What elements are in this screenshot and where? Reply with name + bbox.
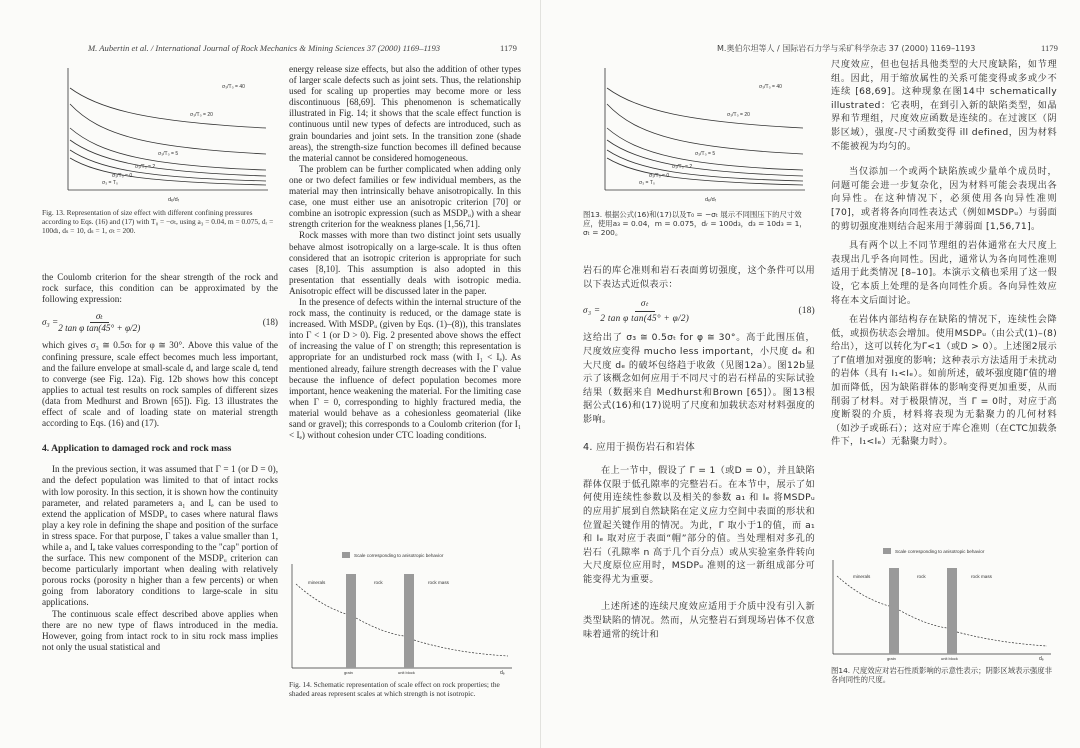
paragraph: The problem can be further complicated when adding only one or two defect families or few individual members, as the material may then intrinsically behave anisotropically. In this case, one must either use an anisotropic criterion [70] or combine an isotropic expression (such as MSDPᵤ) with a shear strength criterion for the weakness planes [1,56,71]. <box>289 163 521 230</box>
paragraph: The continuous scale effect described above applies when there are no new type of flaws introduced in the media. However, going from intact rock to in situ rock mass implies not only the usual statistical and <box>42 608 278 652</box>
curve-label: σ₃/T₀ = 40 <box>759 84 782 90</box>
curve-label: σ₃/T₀ = 0 <box>112 173 133 179</box>
figure-14-caption: Fig. 14. Schematic representation of scale effect on rock properties; the shaded areas represent scales at which strength is not isotropic. <box>289 680 500 698</box>
curve-label: σ₃ = T₀ <box>102 180 118 186</box>
page-number: 1179 <box>500 43 517 53</box>
right-column-2 <box>831 58 1057 449</box>
bottom-label: grain <box>887 656 896 661</box>
equation-18 <box>583 297 815 325</box>
x-axis-label: dₑ <box>1039 656 1044 662</box>
left-column-2 <box>289 64 521 441</box>
x-axis-label: dₑ/dᵣ <box>168 197 180 203</box>
zone-label: minerals <box>308 580 326 585</box>
paragraph: 当仅添加一个或两个缺陷族或少量单个成员时，问题可能会进一步复杂化，因为材料可能会表现出各向异性。在这种情况下，必须使用各向异性准则 [70]，或者将各向同性表达式（例如MSDPᵤ）与弱面的剪切强度准则结合起来用于薄弱面 [1,56,71]。 <box>831 166 1057 232</box>
curve-label: σ₃/T₀ = 40 <box>222 84 245 90</box>
paragraph: In the previous section, it was assumed that Γ = 1 (or D = 0), and the defect population was limited to that of intact rocks with low porosity. In this section, it is shown how the continuity parameter, and related parameters a₁ and Iₑ can be used to extend the application of MSDPᵤ to cases where natural flaws play a key role in defining the shape and position of the surface in stress space. For that purpose, Γ takes a value smaller than 1, while a₁ and Iₑ take values corresponding to the "cap" portion of the surface. This new component of the MSDPᵤ criterion can become particularly important when dealing with relatively porous rocks (porosity n higher than a few percents) or when going from laboratory conditions to large-scale in situ applications. <box>42 464 278 608</box>
section-heading: 4. Application to damaged rock and rock mass <box>42 443 232 455</box>
bottom-label: grain <box>344 670 353 675</box>
eq-lhs: σ₃ = <box>42 317 59 328</box>
legend-text: Scale corresponding to anisotropic behavior <box>354 553 444 558</box>
eq-fraction <box>58 311 140 334</box>
eq-denominator: 2 tan φ tan(45° + φ/2) <box>58 323 141 334</box>
bottom-label: unit block <box>941 656 958 661</box>
right-column-1 <box>583 264 815 641</box>
running-head: M.奥伯尔坦等人 / 国际岩石力学与采矿科学杂志 37 (2000) 1169–1193 <box>717 44 976 53</box>
curve-label: σ₃/T₀ = 20 <box>727 112 750 118</box>
figure-13 <box>579 58 811 203</box>
figure-14-plot <box>827 540 1059 662</box>
paragraph: In the presence of defects within the internal structure of the rock mass, the continuity is reduced, or the damage state is increased. With MSDPᵤ (given by Eqs. (1)–(8)), this translates into Γ < 1 (or D > 0). Fig. 2 presented above shows the effect of increasing the value of Γ on strength; this representation is appropriate for an undisturbed rock mass (with I₁ < Iₑ). As mentioned already, failure strength decreases with the Γ value because the influence of defect population becomes more important, hence weakening the material. For the limiting case when Γ = 0, corresponding to highly fractured media, the material would behave as a cohesionless geomaterial (like sand or gravel); this corresponds to a Coulomb criterion (for I₁ < Iₑ) without cohesion under CTC loading conditions. <box>289 296 521 441</box>
paragraph: 上述所述的连续尺度效应适用于介质中没有引入新类型缺陷的情况。然而，从完整岩石到现场岩体不仅意味着通常的统计和 <box>583 601 815 640</box>
running-head: M. Aubertin et al. / International Journal of Rock Mechanics & Mining Sciences 37 (2000) 1169–1193 <box>88 43 441 53</box>
curve-label: σ₃/T₀ = 0 <box>649 173 670 179</box>
eq-denominator: 2 tan φ tan(45° + φ/2) <box>600 312 690 323</box>
curve-label: σ₃/T₀ = 2 <box>672 164 693 170</box>
right-page <box>540 0 1080 748</box>
section-heading: 4. 应用于损伤岩石和岩体 <box>583 441 696 453</box>
paragraph: 岩石的库仑准则和岩石表面剪切强度，这个条件可以用以下表达式近似表示： <box>583 265 815 290</box>
left-column-1 <box>42 272 278 653</box>
figure-13-plot <box>40 58 275 203</box>
page-number: 1179 <box>1041 43 1058 53</box>
equation-18 <box>42 311 278 334</box>
eq-numerator: σₜ <box>90 311 109 323</box>
figure-14-plot <box>286 544 522 676</box>
eq-fraction <box>600 297 689 325</box>
paragraph: 在岩体内部结构存在缺陷的情况下，连续性会降低，或损伤状态会增加。使用MSDPᵤ（由公式(1)–(8)给出），这可以转化为Γ<1（或D > 0）。上述图2展示了Γ值增加对强度的影响；这种表示方法适用于未扰动的岩体（具有 I₁<Iₑ）。如前所述，破坏强度随Γ值的增加而降低，因为缺陷群体的影响变得更加重要，从而削弱了材料。对于极限情况，当 Γ = 0时，对应于高度断裂的介质，材料将表现为无黏聚力的几何材料（如沙子或砾石）；这对应于库仑准则（在CTC加载条件下，I₁<Iₑ）无黏聚力时）。 <box>831 314 1057 448</box>
figure-13-plot <box>579 58 811 203</box>
zone-label: rock mass <box>428 580 449 585</box>
figure-13-caption: 图13. 根据公式(16)和(17)以及T₀ = −σₜ 展示不同围压下的尺寸效应，使用a₃ = 0.04，m = 0.075，dᵣ = 100d₃，d₃ = 10d₃ = 1，σₜ = 200。 <box>583 210 807 237</box>
paragraph: 在上一节中，假设了 Γ = 1（或D = 0），并且缺陷群体仅限于低孔隙率的完整岩石。在本节中，展示了如何使用连续性参数以及相关的参数 a₁ 和 Iₑ 将MSDPᵤ 的应用扩展到自然缺陷在定义应力空间中表面的形状和位置起关键作用的情况。为此，Γ 取小于1的值，而 a₁和 Iₑ 取对应于表面“帽”部分的值。当处理相对多孔的岩石（孔隙率 n 高于几个百分点）或从实验室条件转向大尺度原位应用时，MSDPᵤ 准则的这一新组成部分可能变得尤为重要。 <box>583 465 815 585</box>
eq-lhs: σ₃ = <box>583 305 601 316</box>
x-axis-label: dₑ <box>500 670 505 676</box>
curve-label: σ₃ = T₀ <box>639 180 655 186</box>
bottom-label: unit block <box>398 670 415 675</box>
paragraph: the Coulomb criterion for the shear strength of the rock and rock surface, this condition can be approximated by the following expression: <box>42 272 278 305</box>
curve-label: σ₃/T₀ = 5 <box>158 151 179 157</box>
figure-14 <box>286 544 522 676</box>
zone-label: rock <box>917 574 926 579</box>
paragraph: Rock masses with more than two distinct joint sets usually behave almost isotropically on a large-scale. It is thus often considered that an isotropic criterion is appropriate for such cases [8,10]. This assumption is also adopted in this presentation that essentially deals with isotropic media. Anisotropic effect will be discussed later in the paper. <box>289 230 521 296</box>
paragraph: energy release size effects, but also the addition of other types of larger scale defects such as joint sets. Thus, the relationship used for scaling up properties may become more or less discontinuous [68,69]. This phenomenon is schematically illustrated in Fig. 14; it shows that the scale effect function is continuous until new types of defects are introduced, such as grain boundaries and joint sets. In the transition zone (shade areas), the strength-size function becomes ill defined because the material cannot be considered homogeneous. <box>289 64 521 163</box>
figure-14 <box>827 540 1059 662</box>
figure-13-caption: Fig. 13. Representation of size effect with different confining pressures according to Eqs. (16) and (17) with T₀ = −σₜ, using a₃ = 0.04, m = 0.075, dᵣ = 100dₗ, dₛ = 10, dₛ = 1, σₜ = 200. <box>42 208 274 235</box>
curve-label: σ₃/T₀ = 2 <box>135 164 156 170</box>
eq-number: (18) <box>262 317 278 328</box>
paragraph: 这给出了 σ₃ ≅ 0.5σₜ for φ ≅ 30°。高于此围压值，尺度效应变得 mucho less important，小尺度 dₑ 和大尺度 dₑ 的破坏包络趋于收敛（见图12a）。图12b显示了该概念如何应用于不同尺寸的岩石样品的实际试验结果（数据来自 Medhurst和Brown [65]）。图13根据公式(16)和(17)说明了尺度和加载状态对材料强度的影响。 <box>583 332 815 425</box>
legend-text: Scale corresponding to anisotropic behavior <box>895 549 985 554</box>
figure-14-caption: 图14. 尺度效应对岩石性质影响的示意性表示；阴影区域表示强度非各向同性的尺度。 <box>831 666 1053 684</box>
eq-number: (18) <box>798 305 815 316</box>
zone-label: minerals <box>853 574 871 579</box>
paragraph: 具有两个以上不同节理组的岩体通常在大尺度上表现出几乎各向同性。因此，通常认为各向同性准则适用于此类情况 [8–10]。本演示文稿也采用了这一假设，它本质上处理的是各向同性介质。各向异性效应将在本文后面讨论。 <box>831 240 1057 306</box>
paragraph: which gives σ₃ ≅ 0.5σₜ for φ ≅ 30°. Above this value of the confining pressure, scale effect becomes much less important, and the failure envelope at small-scale dₑ and large scale dₑ tend to converge (see Fig. 12a). Fig. 12b shows how this concept applies to actual test results on rock samples of different sizes (data from Medhurst and Brown [65]). Fig. 13 illustrates the effect of scale and of loading state on material strength according to Eqs. (16) and (17). <box>42 340 278 429</box>
x-axis-label: dₑ/dᵣ <box>705 197 717 203</box>
curve-label: σ₃/T₀ = 20 <box>190 112 213 118</box>
paragraph: 尺度效应，但也包括具他类型的大尺度缺陷，如节理组。因此，用于缩放属性的关系可能变得或多或少不连续 [68,69]。这种现象在图14中 schematically illustrated：它表明，在到引入新的缺陷类型，如晶界和节理组，尺度效应函数是连续的。在过渡区（阴影区域），强度-尺寸函数变得 ill defined，因为材料不能被视为均匀的。 <box>831 59 1057 152</box>
curve-label: σ₃/T₀ = 5 <box>695 151 716 157</box>
zone-label: rock mass <box>971 574 992 579</box>
zone-label: rock <box>374 580 383 585</box>
eq-numerator: σₜ <box>635 297 655 312</box>
figure-13 <box>40 58 275 203</box>
